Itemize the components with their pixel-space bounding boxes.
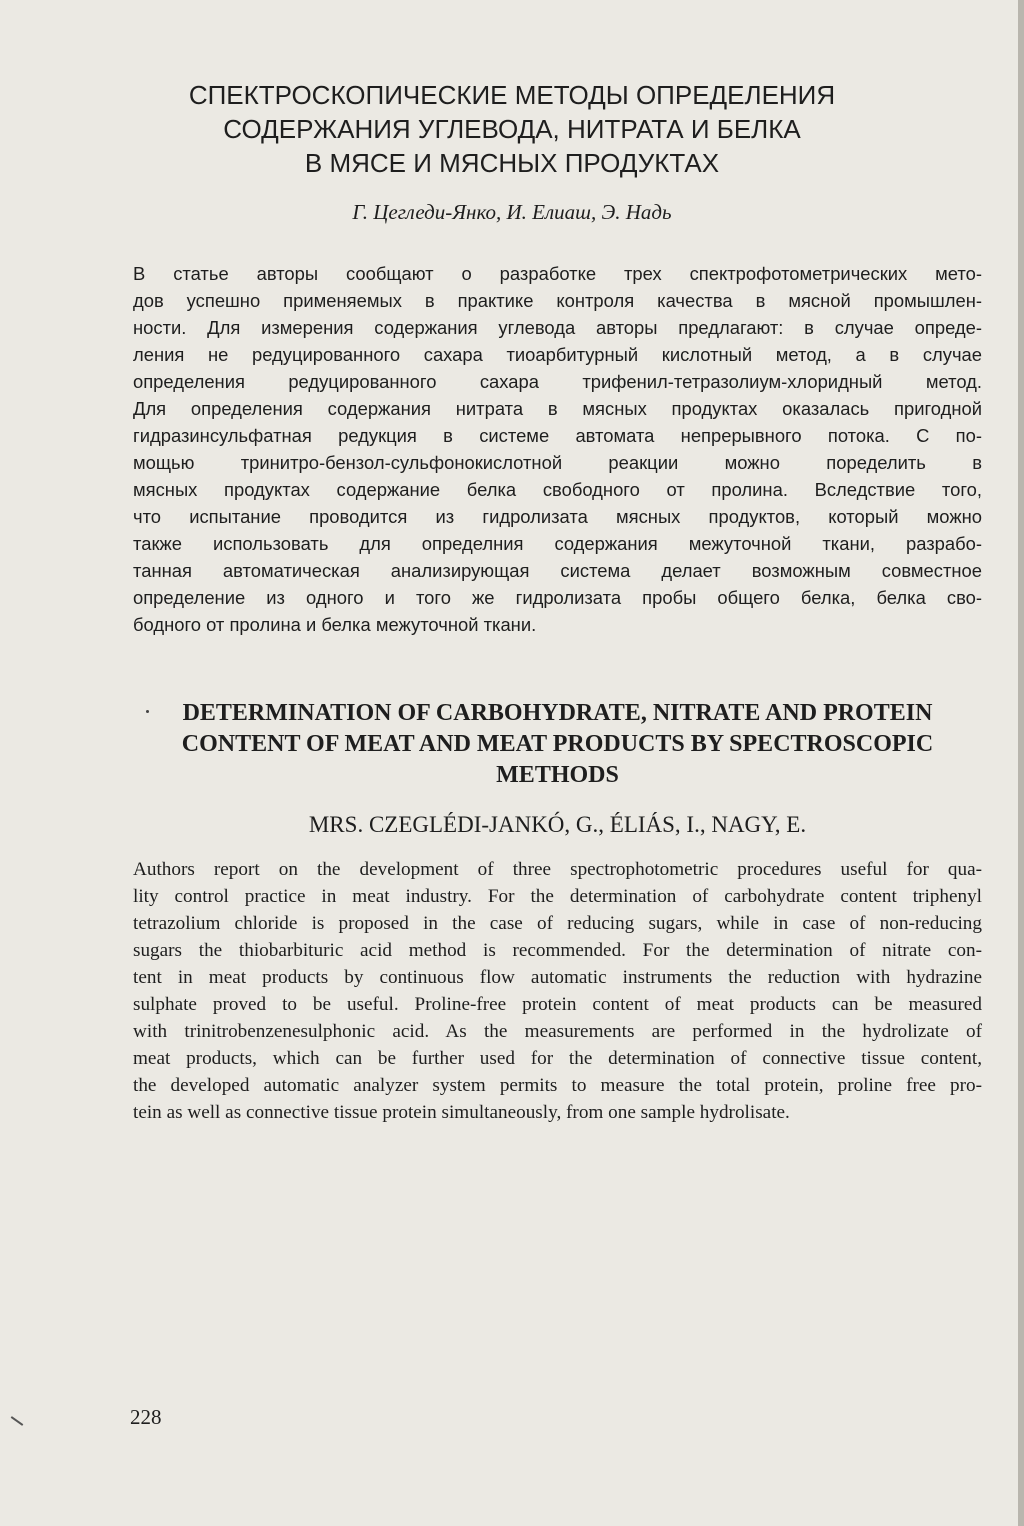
english-title-line: METHODS	[496, 762, 619, 788]
abstract-line: sugars the thiobarbituric acid method is recommended. For the determination of nitrate con-	[133, 940, 982, 961]
abstract-line: определение из одного и того же гидролизата пробы общего белка, белка сво-	[133, 587, 982, 608]
russian-title-line: СПЕКТРОСКОПИЧЕСКИЕ МЕТОДЫ ОПРЕДЕЛЕНИЯ	[188, 80, 836, 110]
abstract-line: бодного от пролина и белка межуточной ткани.	[133, 614, 537, 635]
abstract-line: with trinitrobenzenesulphonic acid. As the measurements are performed in the hydrolizate of	[133, 1021, 982, 1042]
russian-title-line: В МЯСЕ И МЯСНЫХ ПРОДУКТАХ	[304, 148, 720, 178]
abstract-line: также использовать для определния содержания межуточной ткани, разрабо-	[133, 533, 982, 554]
abstract-line: мощью тринитро-бензол-сульфонокислотной реакции можно поределить в	[133, 452, 982, 473]
abstract-line: дов успешно применяемых в практике контроля качества в мясной промышлен-	[133, 290, 982, 311]
abstract-line: ления не редуцированного сахара тиоарбитурный кислотный метод, а в случае	[133, 344, 982, 365]
russian-title-line: СОДЕРЖАНИЯ УГЛЕВОДА, НИТРАТА И БЕЛКА	[223, 114, 801, 144]
abstract-line: определения редуцированного сахара трифенил-тетразолиум-хлоридный метод.	[133, 371, 982, 392]
russian-abstract	[133, 260, 982, 638]
abstract-line: sulphate proved to be useful. Proline-free protein content of meat products can be measured	[133, 994, 982, 1015]
abstract-line: Authors report on the development of three spectrophotometric procedures useful for qua-	[133, 859, 982, 880]
abstract-line: meat products, which can be further used for the determination of connective tissue content,	[133, 1048, 982, 1069]
abstract-line: что испытание проводится из гидролизата мясных продуктов, который можно	[133, 506, 982, 527]
abstract-line: танная автоматическая анализирующая система делает возможным совместное	[133, 560, 982, 581]
abstract-line: В статье авторы сообщают о разработке трех спектрофотометрических мето-	[133, 263, 982, 284]
russian-title	[140, 78, 884, 180]
abstract-line: the developed automatic analyzer system permits to measure the total protein, proline free pro-	[133, 1075, 982, 1096]
scan-margin-mark	[11, 1416, 24, 1426]
page-number: 228	[130, 1405, 162, 1429]
english-abstract	[133, 856, 982, 1126]
english-title-line: CONTENT OF MEAT AND MEAT PRODUCTS BY SPECTROSCOPIC	[181, 731, 934, 757]
english-authors: MRS. CZEGLÉDI-JANKÓ, G., ÉLIÁS, I., NAGY, E.	[308, 812, 807, 837]
abstract-line: tetrazolium chloride is proposed in the case of reducing sugars, while in case of non-reducing	[133, 913, 982, 934]
abstract-line: ности. Для измерения содержания углевода авторы предлагают: в случае опреде-	[133, 317, 982, 338]
abstract-line: гидразинсульфатная редукция в системе автомата непрерывного потока. С по-	[133, 425, 982, 446]
english-title-line: DETERMINATION OF CARBOHYDRATE, NITRATE AND PROTEIN	[182, 700, 933, 726]
english-title	[133, 698, 982, 791]
abstract-line: tent in meat products by continuous flow automatic instruments the reduction with hydrazine	[133, 967, 982, 988]
abstract-line: lity control practice in meat industry. For the determination of carbohydrate content triphenyl	[133, 886, 982, 907]
abstract-line: Для определения содержания нитрата в мясных продуктах оказалась пригодной	[133, 398, 982, 419]
abstract-line: tein as well as connective tissue protein simultaneously, from one sample hydrolisate.	[133, 1102, 790, 1123]
abstract-line: мясных продуктах содержание белка свободного от пролина. Вследствие того,	[133, 479, 982, 500]
russian-authors: Г. Цегледи-Янко, И. Елиаш, Э. Надь	[352, 200, 672, 224]
